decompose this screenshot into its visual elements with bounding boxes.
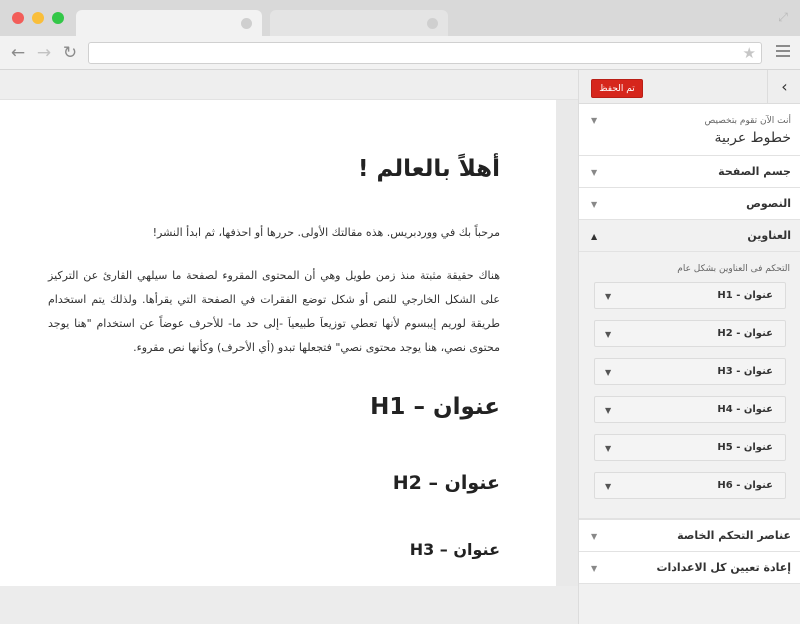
star-icon[interactable]: ★ [742, 44, 756, 62]
heading-control-label: عنوان - H4 [717, 404, 773, 415]
caret-down-icon: ▼ [605, 330, 612, 339]
browser-tab-inactive[interactable] [270, 10, 448, 36]
customizer-sidebar [578, 70, 800, 624]
caret-up-icon: ▲ [591, 232, 598, 241]
arrow-right-icon[interactable]: → [36, 43, 52, 63]
caret-down-icon: ▼ [605, 444, 612, 453]
caret-down-icon: ▼ [591, 200, 598, 209]
browser-titlebar [0, 0, 800, 36]
heading-control-label: عنوان - H2 [717, 328, 773, 339]
browser-tab-active[interactable] [76, 10, 262, 36]
preview-header [0, 70, 578, 100]
menu-icon[interactable] [776, 45, 790, 59]
close-window-button[interactable] [12, 12, 24, 24]
minimize-window-button[interactable] [32, 12, 44, 24]
caret-down-icon[interactable]: ▼ [591, 116, 598, 125]
heading-control-label: عنوان - H6 [717, 480, 773, 491]
caret-down-icon: ▼ [605, 482, 612, 491]
post-paragraph: هناك حقيقة مثبتة منذ زمن طويل وهي أن المحتوى المقروء لصفحة ما سيلهي القارئ عن التركيز على الشكل الخارجي للنص أو شكل توضع الفقرات في الصفحة التي يقرأها. ولذلك يتم استخدام طريقة لوريم إيبسوم لأنها تعطي توزيعاَ طبيعياَ -إلى حد ما- للأحرف عوضاً عن استخدام "هنا يوجد محتوى نصي، هنا يوجد محتوى نصي" فتجعلها تبدو (أي الأحرف) وكأنها نص مقروء. [48, 269, 500, 354]
section-label: عناصر التحكم الخاصة [677, 529, 791, 542]
browser-toolbar [0, 36, 800, 70]
heading-control-h4[interactable] [594, 396, 786, 423]
headings-description: التحكم فى العناوين بشكل عام [677, 264, 790, 274]
heading-h3: عنوان – H3 [409, 540, 500, 559]
caret-down-icon: ▼ [591, 532, 598, 541]
heading-control-label: عنوان - H5 [717, 442, 773, 453]
section-reset-all[interactable] [579, 552, 800, 584]
info-title: خطوط عربية [714, 130, 791, 146]
reload-icon[interactable]: ↻ [62, 43, 78, 63]
customizer-info[interactable] [579, 104, 800, 156]
section-label: إعادة تعيين كل الاعدادات [656, 561, 791, 574]
info-subtitle: أنت الآن تقوم بتخصيص [704, 116, 791, 126]
caret-down-icon: ▼ [605, 368, 612, 377]
post-title[interactable]: أهلاً بالعالم ! [358, 156, 500, 182]
caret-down-icon: ▼ [605, 406, 612, 415]
heading-control-h5[interactable] [594, 434, 786, 461]
save-button[interactable]: تم الحفظ [591, 79, 643, 98]
section-label: العناوين [747, 229, 791, 242]
heading-h2: عنوان – H2 [392, 472, 500, 494]
heading-control-label: عنوان - H3 [717, 366, 773, 377]
heading-control-h6[interactable] [594, 472, 786, 499]
post-paragraph: مرحباً بك في ووردبريس. هذه مقالتك الأولى. حررها أو احذفها، ثم ابدأ النشر! [152, 226, 500, 239]
chevron-right-icon[interactable]: › [767, 70, 800, 104]
section-label: النصوص [746, 197, 791, 210]
heading-control-h1[interactable] [594, 282, 786, 309]
arrow-left-icon[interactable]: ← [10, 43, 26, 63]
customizer-header [579, 70, 800, 104]
preview-footer [0, 586, 578, 624]
address-bar[interactable] [88, 42, 762, 64]
heading-control-label: عنوان - H1 [717, 290, 773, 301]
caret-down-icon: ▼ [605, 292, 612, 301]
site-preview [0, 100, 556, 586]
heading-control-h3[interactable] [594, 358, 786, 385]
heading-control-h2[interactable] [594, 320, 786, 347]
caret-down-icon: ▼ [591, 564, 598, 573]
section-headings[interactable] [579, 220, 800, 252]
tab-close-icon[interactable] [427, 18, 438, 29]
caret-down-icon: ▼ [591, 168, 598, 177]
section-custom-controls[interactable] [579, 520, 800, 552]
heading-h1: عنوان – H1 [370, 394, 500, 420]
section-body[interactable] [579, 156, 800, 188]
section-texts[interactable] [579, 188, 800, 220]
maximize-window-button[interactable] [52, 12, 64, 24]
section-label: جسم الصفحة [718, 165, 791, 178]
tab-close-icon[interactable] [241, 18, 252, 29]
expand-icon[interactable]: ⤢ [778, 10, 788, 24]
